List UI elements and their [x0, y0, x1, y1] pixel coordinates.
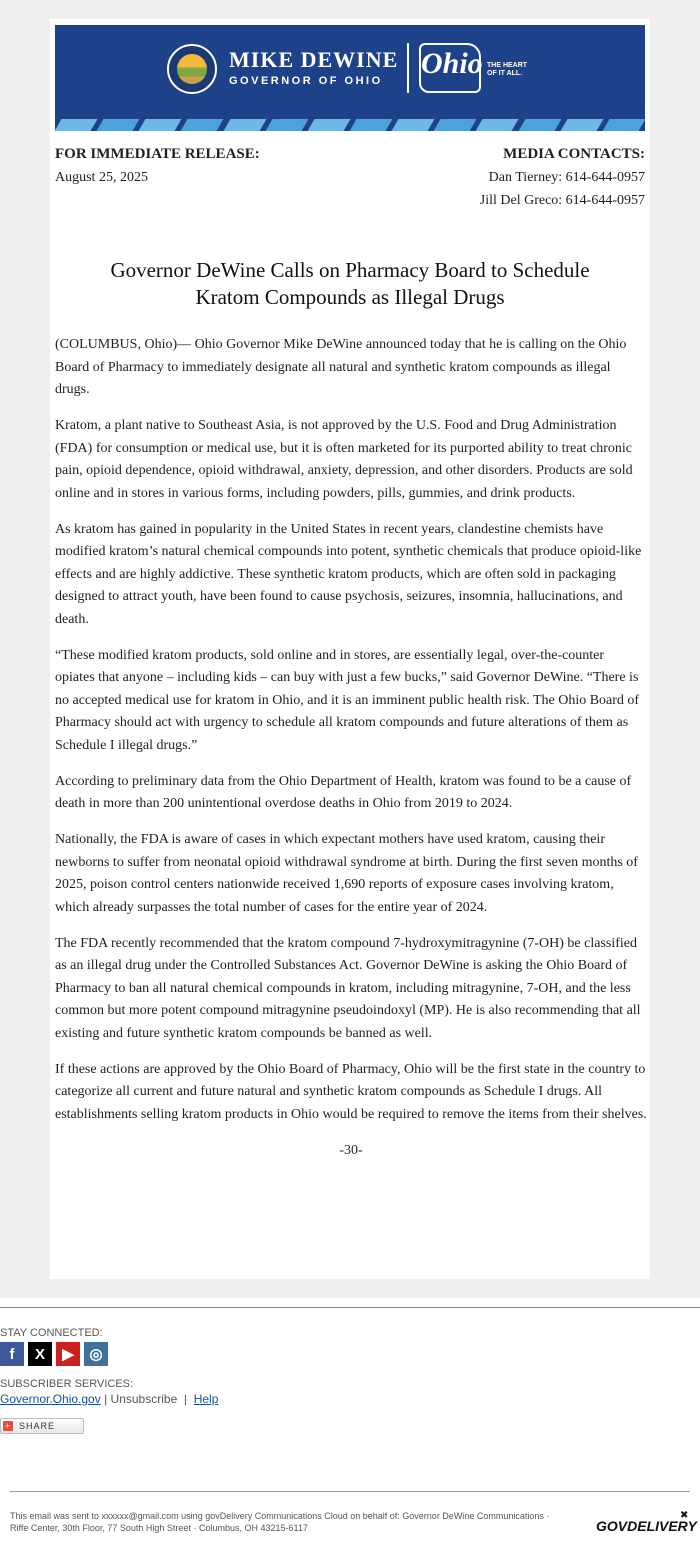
- govdelivery-mark-icon: ✖: [680, 1510, 689, 1521]
- media-contacts-block: [480, 143, 645, 212]
- headline-line-1: Governor DeWine Calls on Pharmacy Board to Schedule: [110, 258, 590, 282]
- headline: [55, 257, 645, 311]
- banner-divider: [407, 43, 409, 93]
- ohio-seal-icon: [167, 44, 217, 94]
- youtube-icon[interactable]: ▶: [56, 1342, 80, 1366]
- facebook-icon[interactable]: f: [0, 1342, 24, 1366]
- share-label: SHARE: [19, 1421, 56, 1431]
- press-release-card: [50, 19, 650, 1279]
- media-contacts-label: MEDIA CONTACTS:: [503, 146, 645, 162]
- govdelivery-logo[interactable]: GOVDELIVERY: [596, 1518, 697, 1534]
- paragraph: (COLUMBUS, Ohio)— Ohio Governor Mike DeWine announced today that he is calling on the Ohio Board of Pharmacy to immediately designate all natural and synthetic kratom compounds as illegal drugs.: [55, 337, 627, 397]
- social-icons: [0, 1342, 108, 1366]
- paragraph: Nationally, the FDA is aware of cases in which expectant mothers have used kratom, causing their newborns to suffer from neonatal opioid withdrawal syndrome at birth. During the first seven months of 2025, poison control centers nationwide received 1,690 reports of exposure cases involving kratom, which already surpasses the total number of cases for the entire year of 2024.: [55, 832, 638, 915]
- paragraph: Kratom, a plant native to Southeast Asia, is not approved by the U.S. Food and Drug Administration (FDA) for consumption or medical use, but it is often marketed for its purported ability to treat chronic pain, opioid dependence, opioid withdrawal, anxiety, depression, and other disorders. Products are sold online and in stores in various forms, including powders, pills, gummies, and drink products.: [55, 418, 633, 501]
- share-button[interactable]: [0, 1418, 84, 1434]
- governor-title: GOVERNOR OF OHIO: [229, 75, 383, 87]
- governor-site-link[interactable]: Governor.Ohio.gov: [0, 1392, 101, 1406]
- disclaimer-divider: [10, 1491, 690, 1492]
- plus-icon: +: [4, 1421, 12, 1431]
- governor-name: MIKE DEWINE: [229, 47, 399, 72]
- link-separator: |: [104, 1392, 108, 1406]
- article-body: [55, 334, 647, 1176]
- end-mark: -30-: [339, 1142, 363, 1158]
- banner-stripes: [55, 119, 645, 131]
- footer-divider: [0, 1307, 700, 1308]
- tagline-line-1: THE HEART: [487, 62, 528, 69]
- ohio-logo: Ohio: [421, 47, 483, 80]
- link-separator: |: [183, 1392, 188, 1406]
- contact-line: Jill Del Greco: 614-644-0957: [479, 193, 645, 208]
- release-block: [55, 143, 260, 189]
- x-icon[interactable]: X: [28, 1342, 52, 1366]
- help-link[interactable]: Help: [193, 1392, 219, 1406]
- subscriber-services-label: SUBSCRIBER SERVICES:: [0, 1378, 134, 1390]
- tagline-line-2: OF IT ALL.: [487, 70, 523, 77]
- release-date: August 25, 2025: [55, 170, 148, 185]
- subscriber-links: [0, 1392, 218, 1406]
- contact-line: Dan Tierney: 614-644-0957: [488, 170, 645, 185]
- ohio-tagline: [487, 62, 527, 78]
- disclaimer-text: This email was sent to xxxxxx@gmail.com using govDelivery Communications Cloud on behalf of: Governor DeWine Communications · Riffe Center, 30th Floor, 77 South High Street · Columbus, OH 43215-6117: [10, 1511, 550, 1533]
- stay-connected-label: STAY CONNECTED:: [0, 1327, 103, 1339]
- paragraph: The FDA recently recommended that the kratom compound 7-hydroxymitragynine (7-OH) be classified as an illegal drug under the Controlled Substances Act. Governor DeWine is asking the Ohio Board of Pharmacy to ban all natural chemical compounds in kratom, including mitragynine, 7-OH, and the less common but more potent compound mitragynine pseudoindoxyl (MP). He is also recommending that all existing and future synthetic kratom compounds be banned as well.: [55, 935, 641, 1041]
- paragraph: As kratom has gained in popularity in the United States in recent years, clandestine chemists have modified kratom’s natural chemical compounds into potent, synthetic chemicals that produce opioid-like effects and are highly addictive. These synthetic kratom products, which are often sold in packaging designed to attract youth, have been found to cause psychosis, seizures, insomnia, hallucinations, and death.: [55, 521, 642, 627]
- paragraph: According to preliminary data from the Ohio Department of Health, kratom was found to be a cause of death in more than 200 unintentional overdose deaths in Ohio from 2019 to 2024.: [55, 773, 632, 811]
- paragraph: If these actions are approved by the Ohio Board of Pharmacy, Ohio will be the first state in the country to categorize all current and future natural and synthetic kratom compounds as Schedule I drugs. All establishments selling kratom products in Ohio would be required to remove the items from their shelves.: [55, 1061, 647, 1122]
- header-banner: [55, 25, 645, 131]
- paragraph: “These modified kratom products, sold online and in stores, are essentially legal, over-the-counter opiates that anyone – including kids – can buy with just a few bucks,” said Governor DeWine. “There is no accepted medical use for kratom in Ohio, and it is an imminent public health risk. The Ohio Board of Pharmacy should act with urgency to schedule all kratom compounds and future alterations of them as Schedule I illegal drugs.”: [55, 647, 640, 753]
- unsubscribe-link[interactable]: Unsubscribe: [110, 1392, 178, 1406]
- headline-line-2: Kratom Compounds as Illegal Drugs: [195, 285, 505, 309]
- release-label: FOR IMMEDIATE RELEASE:: [55, 146, 260, 162]
- instagram-icon[interactable]: ◎: [84, 1342, 108, 1366]
